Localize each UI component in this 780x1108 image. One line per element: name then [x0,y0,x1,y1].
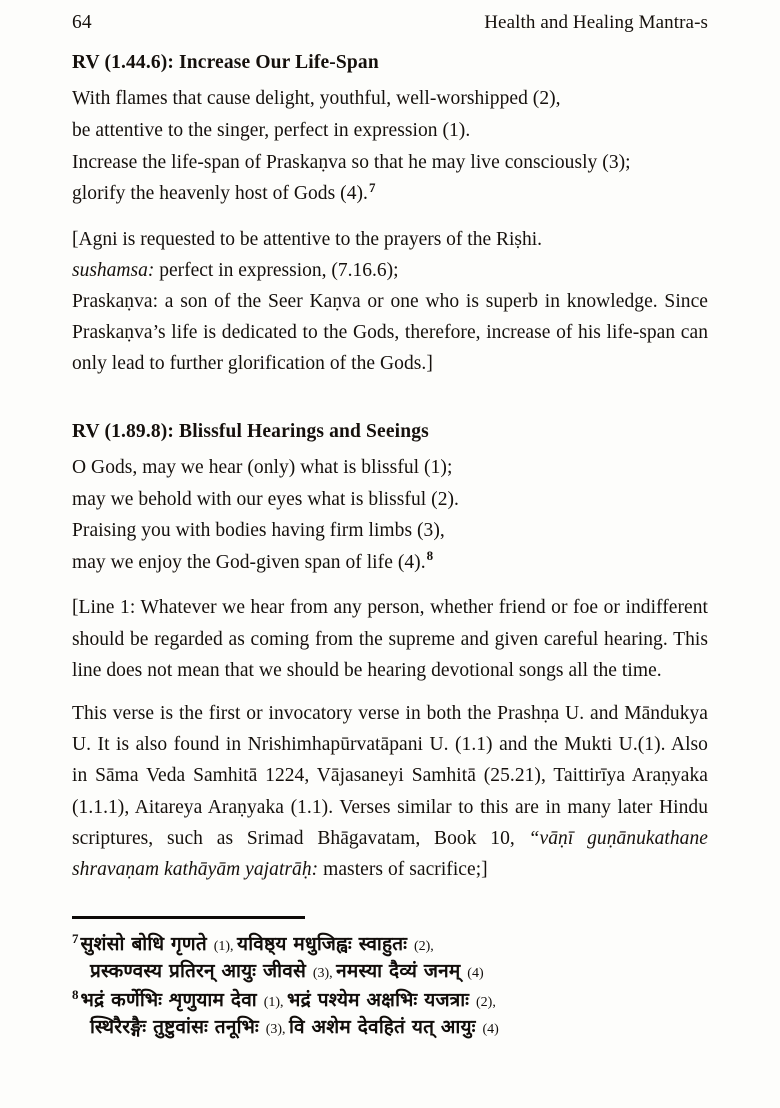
section-heading-rv-1-44-6: RV (1.44.6): Increase Our Life-Span [72,52,379,73]
commentary-text-post: masters of sacrifice;] [318,858,488,880]
footnote-line [72,958,712,985]
devanagari-text: नमस्या दैव्यं जनम् [336,959,468,982]
pada-number: (1), [263,994,288,1010]
verse-line: With flames that cause delight, youthful, well-worshipped (2), [72,88,561,110]
pada-number: (2), [413,939,434,954]
pada-number: (4) [467,965,484,981]
gloss-term: sushamsa: [72,259,155,281]
verse-line-text: glorify the heavenly host of Gods (4). [72,183,368,205]
sanskrit-quotation: “vāṇī guṇānukathane shravaṇam kathāyām yajatrāḥ: [72,827,708,880]
footnote-7 [72,931,712,985]
devanagari-text: सुशंसो बोधि गृणते [80,933,214,955]
verse-rv-1-89-8 [72,452,708,578]
footnote-separator-rule [72,916,305,919]
gloss-definition: perfect in expression, (7.16.6); [154,259,399,281]
section-heading-rv-1-89-8: RV (1.89.8): Blissful Hearings and Seeings [72,420,429,442]
commentary-rv-1-89-8-paragraph-1: [Line 1: Whatever we hear from any person, whether friend or foe or indifferent should be regarded as coming from the supreme and given careful hearing. This line does not mean that we should be hearing devotional songs all the time. [72,597,708,681]
footnote-marker-7: 7 [368,179,376,195]
verse-line [72,547,708,579]
devanagari-text: भद्रं कर्णेभिः शृणुयाम देवा [80,988,264,1011]
commentary-line-gloss [72,255,708,286]
verse-line: Praising you with bodies having firm limbs (3), [72,520,445,542]
footnote-line [72,931,712,958]
footnote-marker-8: 8 [426,548,434,564]
verse-rv-1-44-6 [72,83,708,209]
commentary-rv-1-44-6-lines [72,224,708,286]
pada-number: (4) [482,1021,499,1037]
commentary-rv-1-44-6-paragraph: Praskaṇva: a son of the Seer Kaṇva or one who is superb in knowledge. Since Praskaṇva’s life is dedicated to the Gods, therefore, increase of his life-span can only lead to further glorification of the Gods.] [72,291,708,375]
pada-number: (3), [265,1021,290,1037]
devanagari-text: वि अशेम देवहितं यत् आयुः [289,1015,483,1038]
verse-line: Increase the life-span of Praskaṇva so that he may live consciously (3); [72,151,631,173]
devanagari-text: प्रस्कण्वस्य प्रतिरन् आयुः जीवसे [90,959,313,982]
verse-line-text: may we enjoy the God-given span of life (4). [72,551,426,573]
verse-line: may we behold with our eyes what is blissful (2). [72,488,459,510]
commentary-rv-1-89-8-paragraph-2 [72,698,708,885]
section-spacer [72,395,708,421]
footnote-area [72,916,712,1043]
devanagari-text: स्थिरैरङ्गैः तुष्टुवांसः तनूभिः [90,1015,266,1038]
footnote-number: 8 [72,986,79,1002]
verse-line: be attentive to the singer, perfect in expression (1). [72,120,471,141]
footnote-line [72,1014,712,1041]
commentary-line: [Agni is requested to be attentive to the prayers of the Riṣhi. [72,228,543,250]
running-head [72,10,708,36]
commentary-text-pre: This verse is the first or invocatory verse in both the Prashṇa U. and Māndukya U. It is also found in Nrishimhapūrvatāpani U. (1.1) and the Mukti U.(1). Also in Sāma Veda Samhitā 1224, Vājasaneyi Samhitā (25.21), Taittirīya Araṇyaka (1.1.1), Aitareya Araṇyaka (1.1). Verses similar to this are in many later Hindu scriptures, such as Srimad Bhāgavatam, Book 10, [72,702,708,849]
pada-number: (2), [476,994,496,1010]
devanagari-text: यविष्ठ्य मधुजिह्वः स्वाहुतः [237,933,414,955]
footnote-line [72,987,712,1014]
running-title: Health and Healing Mantra-s [484,12,708,33]
verse-line: O Gods, may we hear (only) what is blissful (1); [72,457,453,479]
footnote-number: 7 [72,930,79,946]
devanagari-text: भद्रं पश्येम अक्षभिः यजत्राः [287,988,477,1011]
pada-number: (3), [312,965,337,981]
footnote-8 [72,987,712,1041]
page-number: 64 [72,12,92,33]
page-body [72,52,708,900]
pada-number: (1), [213,939,238,954]
verse-line [72,178,708,210]
